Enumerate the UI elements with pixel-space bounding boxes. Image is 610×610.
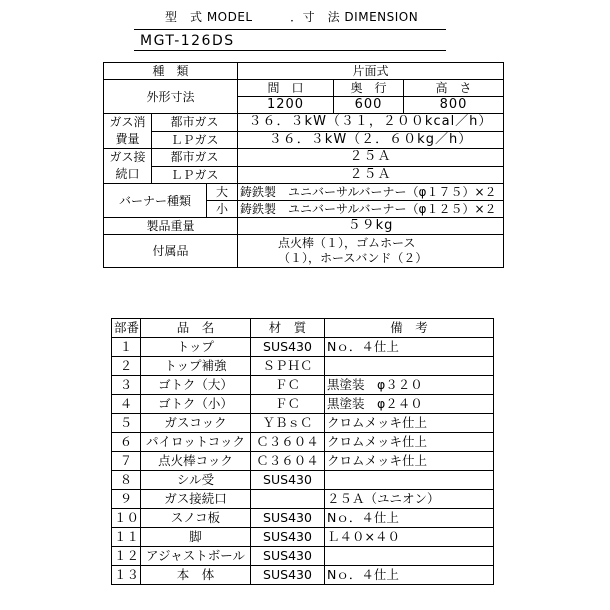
cell-remarks: クロムメッキ仕上	[325, 414, 494, 433]
height-label: 高 さ	[404, 80, 504, 97]
cell-material: SUS430	[251, 509, 325, 528]
cell-part-name: ゴトク（大）	[141, 376, 251, 395]
burner-large-desc: 鋳鉄製 ユニバーサルバーナー（φ１７５）×２	[238, 184, 504, 201]
city-gas-label-2: 都市ガス	[152, 149, 238, 167]
cell-part-name: トップ補強	[141, 357, 251, 376]
city-gas-consumption: ３６．３kW（３１，２００kcal／h）	[238, 114, 504, 132]
gas-connection-label: ガス接続口	[104, 149, 152, 184]
cell-part-no: ８	[112, 471, 141, 490]
cell-part-no: １	[112, 338, 141, 357]
table-row	[112, 471, 494, 490]
header-rule-bottom	[134, 50, 446, 51]
cell-remarks: クロムメッキ仕上	[325, 433, 494, 452]
cell-part-no: ７	[112, 452, 141, 471]
accessories-label: 付属品	[104, 235, 238, 268]
cell-remarks: Ｌ４０×４０	[325, 528, 494, 547]
table-row	[112, 376, 494, 395]
cell-part-name: アジャストボール	[141, 547, 251, 566]
burner-label: バーナー種類	[104, 184, 207, 218]
burner-small-desc: 鋳鉄製 ユニバーサルバーナー（φ１２５）×２	[238, 201, 504, 218]
cell-material: SUS430	[251, 528, 325, 547]
cell-part-no: ４	[112, 395, 141, 414]
cell-part-name: ゴトク（小）	[141, 395, 251, 414]
height-value: 800	[404, 97, 504, 114]
cell-part-name: シル受	[141, 471, 251, 490]
cell-material: ＹＢｓＣ	[251, 414, 325, 433]
gas-consumption-label: ガス消費量	[104, 114, 152, 149]
cell-part-no: ６	[112, 433, 141, 452]
table-row	[112, 452, 494, 471]
cell-material: SUS430	[251, 471, 325, 490]
table-row	[112, 566, 494, 585]
connection-city-row	[104, 149, 504, 167]
cell-remarks: Nｏ．４仕上	[325, 338, 494, 357]
burner-large-size: 大	[207, 184, 238, 201]
table-row	[112, 395, 494, 414]
cell-part-no: １３	[112, 566, 141, 585]
col-part-name: 品 名	[141, 319, 251, 338]
width-value: 1200	[238, 97, 334, 114]
cell-material: ＦＣ	[251, 395, 325, 414]
burner-large-row	[104, 184, 504, 201]
cell-part-name: 点火棒コック	[141, 452, 251, 471]
cell-material: Ｃ３６０４	[251, 452, 325, 471]
table-row	[112, 509, 494, 528]
cell-part-no: １２	[112, 547, 141, 566]
cell-material: ＦＣ	[251, 376, 325, 395]
col-part-no: 部番	[112, 319, 141, 338]
header-rule-top	[134, 29, 446, 30]
cell-remarks: クロムメッキ仕上	[325, 452, 494, 471]
lp-gas-consumption: ３６．３kW（２．６０kg／h）	[238, 131, 504, 149]
table-row	[112, 490, 494, 509]
cell-remarks: 黒塗装 φ２４０	[325, 395, 494, 414]
cell-material	[251, 490, 325, 509]
cell-material: Ｃ３６０４	[251, 433, 325, 452]
cell-remarks: 黒塗装 φ３２０	[325, 376, 494, 395]
connection-lp-row	[104, 166, 504, 184]
parts-table	[111, 318, 494, 585]
cell-remarks: Nｏ．４仕上	[325, 566, 494, 585]
table-row	[112, 528, 494, 547]
weight-row	[104, 218, 504, 235]
city-gas-connection: ２５Ａ	[238, 149, 504, 167]
spec-table	[103, 62, 504, 268]
weight-value: ５９kg	[238, 218, 504, 235]
table-row	[112, 433, 494, 452]
accessories-row	[104, 235, 504, 268]
model-dimension-label: 型 式 MODEL ．寸 法 DIMENSION	[165, 10, 419, 24]
model-number: MGT-126DS	[140, 33, 235, 49]
cell-remarks: ２５Ａ（ユニオン）	[325, 490, 494, 509]
consumption-lp-row	[104, 131, 504, 149]
cell-part-name: ガス接続口	[141, 490, 251, 509]
col-remarks: 備 考	[325, 319, 494, 338]
weight-label: 製品重量	[104, 218, 238, 235]
cell-part-no: ５	[112, 414, 141, 433]
cell-part-name: トップ	[141, 338, 251, 357]
table-row	[112, 357, 494, 376]
cell-part-no: ９	[112, 490, 141, 509]
accessories-value: 点火棒（１），ゴムホース（１），ホースバンド（２）	[238, 235, 504, 268]
cell-part-name: パイロットコック	[141, 433, 251, 452]
city-gas-label: 都市ガス	[152, 114, 238, 132]
dimension-label: 外形寸法	[104, 80, 238, 114]
table-row	[112, 338, 494, 357]
cell-part-no: １０	[112, 509, 141, 528]
depth-label: 奥 行	[334, 80, 404, 97]
cell-remarks	[325, 471, 494, 490]
cell-part-no: ３	[112, 376, 141, 395]
cell-remarks	[325, 357, 494, 376]
kind-label: 種 類	[104, 63, 238, 80]
cell-part-name: 本 体	[141, 566, 251, 585]
cell-part-name: 脚	[141, 528, 251, 547]
lp-gas-connection: ２５Ａ	[238, 166, 504, 184]
kind-value: 片面式	[238, 63, 504, 80]
parts-header-row	[112, 319, 494, 338]
cell-part-name: ガスコック	[141, 414, 251, 433]
depth-value: 600	[334, 97, 404, 114]
cell-material: SUS430	[251, 547, 325, 566]
burner-small-size: 小	[207, 201, 238, 218]
cell-part-no: ２	[112, 357, 141, 376]
dimension-header-row	[104, 80, 504, 97]
consumption-city-row	[104, 114, 504, 132]
table-row	[112, 414, 494, 433]
lp-gas-label-2: ＬＰガス	[152, 166, 238, 184]
kind-row	[104, 63, 504, 80]
cell-remarks: Nｏ．４仕上	[325, 509, 494, 528]
lp-gas-label: ＬＰガス	[152, 131, 238, 149]
table-row	[112, 547, 494, 566]
cell-material: SUS430	[251, 566, 325, 585]
cell-material: ＳＰＨＣ	[251, 357, 325, 376]
width-label: 間 口	[238, 80, 334, 97]
cell-remarks	[325, 547, 494, 566]
cell-material: SUS430	[251, 338, 325, 357]
cell-part-no: １１	[112, 528, 141, 547]
cell-part-name: スノコ板	[141, 509, 251, 528]
col-material: 材 質	[251, 319, 325, 338]
